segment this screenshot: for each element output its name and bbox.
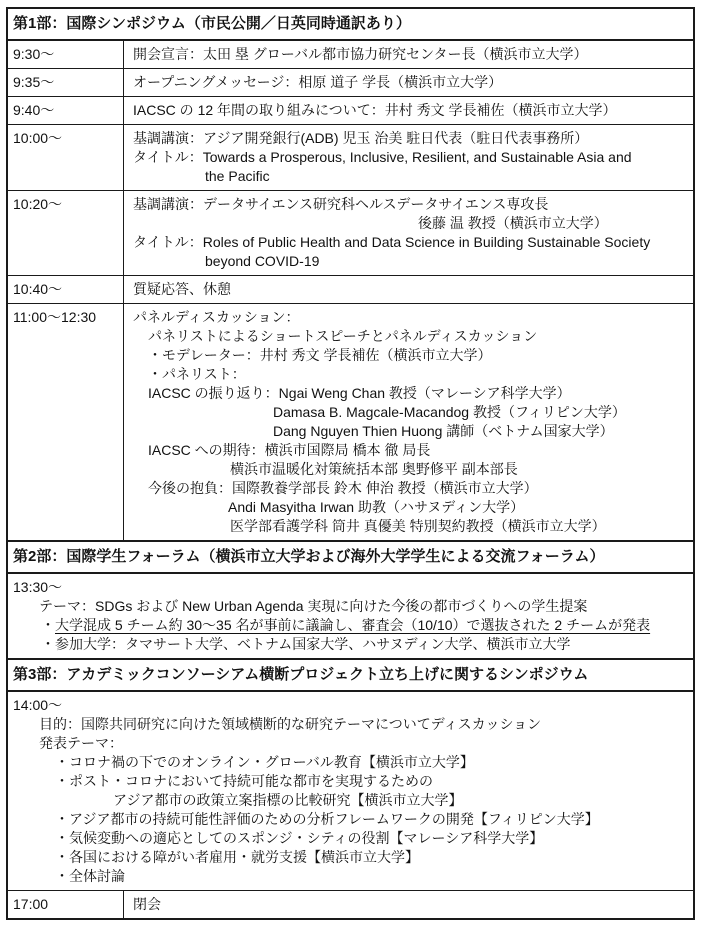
description-line: the Pacific bbox=[205, 168, 270, 184]
description-line: 基調講演：アジア開発銀行(ADB) 児玉 治美 駐日代表（駐日代表事務所） bbox=[133, 130, 589, 146]
description-line: 横浜市温暖化対策統括本部 奥野修平 副本部長 bbox=[230, 461, 518, 477]
description-line: パネルディスカッション： bbox=[133, 309, 300, 325]
table-row bbox=[8, 68, 693, 96]
description-cell bbox=[124, 69, 693, 96]
description-line: Dang Nguyen Thien Huong 講師（ベトナム国家大学） bbox=[273, 423, 614, 439]
time-cell: 9:30～ bbox=[8, 41, 124, 68]
theme-item-continuation: アジア都市の政策立案指標の比較研究【横浜市立大学】 bbox=[113, 792, 463, 808]
description-line: 後藤 温 教授（横浜市立大学） bbox=[418, 215, 608, 231]
table-row bbox=[8, 890, 693, 918]
description-line: 医学部看護学科 筒井 真優美 特別契約教授（横浜市立大学） bbox=[230, 518, 606, 534]
full-width-cell bbox=[8, 692, 605, 890]
time-cell: 9:35～ bbox=[8, 69, 124, 96]
full-width-cell bbox=[8, 574, 656, 658]
table-row bbox=[8, 275, 693, 303]
table-row bbox=[8, 124, 693, 190]
underlined-text: 大学混成 5 チーム約 30～35 名が事前に議論し、審査会（10/10）で選抜された 2 チームが発表 bbox=[55, 617, 651, 633]
description-line: 開会宣言：太田 塁 グローバル都市協力研究センター長（横浜市立大学） bbox=[133, 46, 588, 62]
table-row bbox=[8, 190, 693, 275]
description-cell bbox=[124, 276, 693, 303]
description-line: 基調講演：データサイエンス研究科ヘルスデータサイエンス専攻長 bbox=[133, 196, 549, 212]
time-line: 14:00～ bbox=[13, 697, 63, 713]
participants-line: ・参加大学：タマサート大学、ベトナム国家大学、ハサヌディン大学、横浜市立大学 bbox=[41, 636, 571, 652]
time-line: 13:30～ bbox=[13, 579, 63, 595]
description-line: 閉会 bbox=[133, 896, 161, 912]
description-line: IACSC への期待：横浜市国際局 橋本 徹 局長 bbox=[148, 442, 431, 458]
table-row bbox=[8, 692, 693, 890]
table-row bbox=[8, 574, 693, 658]
description-cell bbox=[124, 125, 693, 190]
description-line: タイトル：Towards a Prosperous, Inclusive, Resilient, and Sustainable Asia and bbox=[133, 149, 632, 165]
section-3-header: 第3部：アカデミックコンソーシアム横断プロジェクト立ち上げに関するシンポジウム bbox=[8, 658, 693, 692]
description-line: 今後の抱負：国際教養学部長 鈴木 伸治 教授（横浜市立大学） bbox=[148, 480, 538, 496]
theme-item: ・コロナ禍の下でのオンライン・グローバル教育【横浜市立大学】 bbox=[55, 754, 474, 770]
time-cell: 17:00 bbox=[8, 891, 124, 918]
description-cell bbox=[124, 191, 693, 275]
description-line: ・パネリスト： bbox=[148, 366, 246, 382]
section-2-header: 第2部：国際学生フォーラム（横浜市立大学および海外大学学生による交流フォーラム） bbox=[8, 540, 693, 574]
time-cell: 10:00～ bbox=[8, 125, 124, 190]
underlined-note-line bbox=[13, 616, 650, 635]
description-cell bbox=[124, 304, 693, 540]
description-line: IACSC の 12 年間の取り組みについて：井村 秀文 学長補佐（横浜市立大学） bbox=[133, 102, 617, 118]
theme-item: ・気候変動への適応としてのスポンジ・シティの役割【マレーシア科学大学】 bbox=[55, 830, 544, 846]
description-line: ・モデレーター：井村 秀文 学長補佐（横浜市立大学） bbox=[148, 347, 492, 363]
theme-item: ・全体討論 bbox=[55, 868, 125, 884]
description-cell bbox=[124, 891, 693, 918]
theme-item: ・アジア都市の持続可能性評価のための分析フレームワークの開発【フィリピン大学】 bbox=[55, 811, 599, 827]
theme-item: ・ポスト・コロナにおいて持続可能な都市を実現するための bbox=[55, 773, 433, 789]
table-row bbox=[8, 303, 693, 540]
theme-line: テーマ：SDGs および New Urban Agenda 実現に向けた今後の都市づくりへの学生提案 bbox=[39, 598, 588, 614]
description-line: IACSC の振り返り：Ngai Weng Chan 教授（マレーシア科学大学） bbox=[148, 385, 571, 401]
description-cell bbox=[124, 97, 693, 124]
themes-label: 発表テーマ： bbox=[39, 735, 123, 751]
table-row bbox=[8, 96, 693, 124]
description-line: タイトル：Roles of Public Health and Data Science in Building Sustainable Society bbox=[133, 234, 651, 250]
description-line: パネリストによるショートスピーチとパネルディスカッション bbox=[148, 328, 538, 344]
description-line: Andi Masyitha Irwan 助教（ハサヌディン大学） bbox=[228, 499, 525, 515]
symposium-program-table bbox=[6, 7, 695, 920]
section-1-header: 第1部：国際シンポジウム（市民公開／日英同時通訳あり） bbox=[8, 9, 693, 41]
description-line: beyond COVID-19 bbox=[205, 253, 320, 269]
theme-item: ・各国における障がい者雇用・就労支援【横浜市立大学】 bbox=[55, 849, 419, 865]
description-line: Damasa B. Magcale-Macandog 教授（フィリピン大学） bbox=[273, 404, 626, 420]
description-line: 質疑応答、休憩 bbox=[133, 281, 231, 297]
description-line: オープニングメッセージ：相原 道子 学長（横浜市立大学） bbox=[133, 74, 503, 90]
time-cell: 9:40～ bbox=[8, 97, 124, 124]
purpose-line: 目的：国際共同研究に向けた領域横断的な研究テーマについてディスカッション bbox=[39, 716, 542, 732]
time-cell: 10:20～ bbox=[8, 191, 124, 275]
table-row bbox=[8, 41, 693, 68]
time-cell: 10:40～ bbox=[8, 276, 124, 303]
bullet: ・ bbox=[41, 617, 55, 633]
time-cell: 11:00～12:30 bbox=[8, 304, 124, 540]
description-cell bbox=[124, 41, 693, 68]
